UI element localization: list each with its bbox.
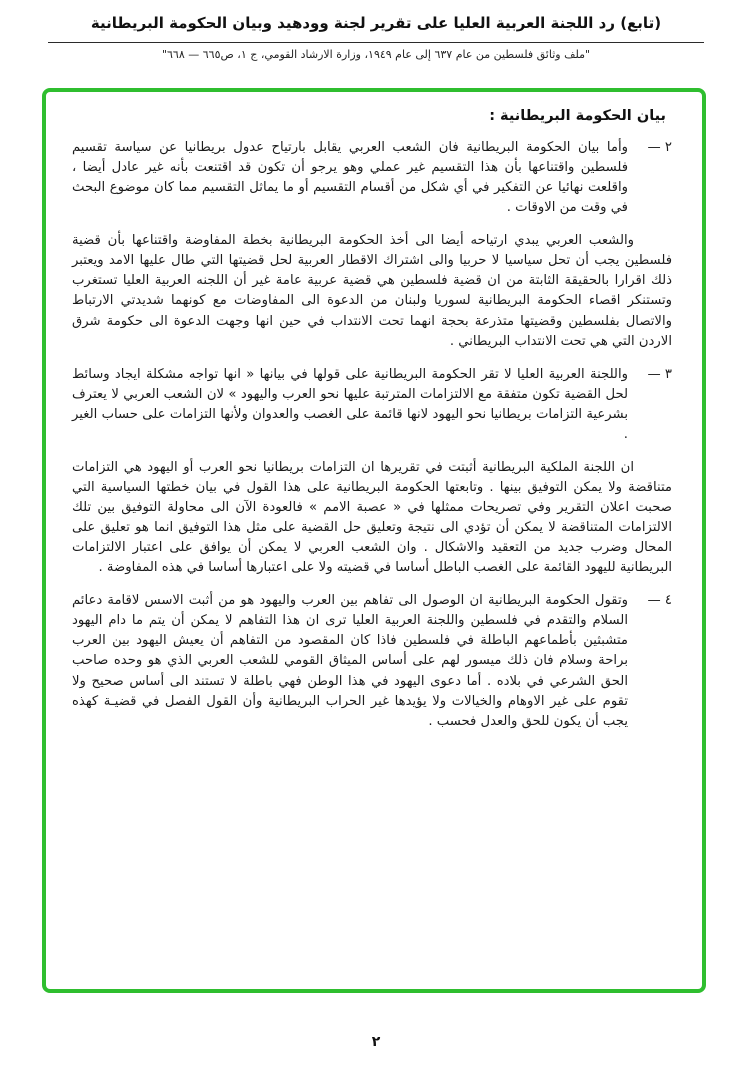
paragraph-4 [72, 591, 672, 731]
paragraph-number: ٤ — [647, 593, 672, 609]
paragraph-text: واللجنة العربية العليا لا تقر الحكومة البريطانية على قولها في بيانها « انها تواجه مشكلة ايجاد وسائط لحل القضية تكون متفقة مع الالتزامات المترتبة عليها نحو العرب واليهود » لان الشعب العربي لا يعترف بشرعية التزامات بريطانيا نحو اليهود لانها قائمة على الغصب والعدوان ولأنها التزامات على حساب الغير . [72, 366, 628, 442]
paragraph-text: وتقول الحكومة البريطانية ان الوصول الى تفاهم بين العرب واليهود هو من أثبت الاسس لاقامة دعائم السلام والتقدم في فلسطين واللجنة العربية العليا ترى ان هذا التفاهم لا يمكن أن يتم ما دام اليهود متشبثين بأطماعهم الباطلة في فلسطين فاذا كان المقصود من التفاهم أن يعيش اليهود بين العرب براحة وسلام فان ذلك ميسور لهم على أساس الميثاق القومي للشعب العربي الذي هو وحده صاحب الحق الشرعي في بلاده . أما دعوى اليهود في هذا الوطن فهي باطلة لا تستند الى أساس صحيح ولا تقوم على غير الاوهام والخيالات ولا يؤيدها غير الحراب البريطانية وأن القول الفصل في قضيـة كهذه يجب أن يكون للحق والعدل فحسب . [72, 593, 628, 729]
section-title: بيان الحكومة البريطانية : [489, 108, 666, 124]
paragraph-number: ٢ — [647, 140, 672, 155]
paragraph-number: ٣ — [647, 366, 672, 382]
paragraph-text: ان اللجنة الملكية البريطانية أثبتت في تقريرها ان التزامات بريطانيا نحو العرب أو اليهود هي التزامات متناقضة ولا يمكن التوفيق بينها . وتابعتها الحكومة البريطانية على هذا القول في بيان خطتها السياسية التي صحبت اعلان التقرير وفي تصريحات ممثلها في « عصبة الامم » فالعودة الآن الى محاولة التوفيق بين تلك الالتزامات المتناقضة لا يمكن أن تؤدي الى نتيجة وتعليق حل القضية على مثل هذا التوفيق انما هو تعليق على المحال وضرب جديد من التعقيد والاشكال . وان الشعب العربي لا يمكن أن يوافق على اعتبار الالتزامات البريطانية لليهود القائمة على الغصب الباطل أساسا في قضيته ولا على اعتبارها أساسا في هذه المفاوضة . [72, 459, 672, 576]
document-title: (تابع) رد اللجنة العربية العليا على تقرير لجنة وودهيد وبيان الحكومة البريطانية [90, 14, 662, 32]
source-citation: "ملف وثائق فلسطين من عام ٦٣٧ إلى عام ١٩٤٩، وزارة الارشاد القومي، ج ١، ص٦٦٥ — ٦٦٨" [161, 47, 591, 61]
paragraph-2 [72, 138, 672, 218]
paragraph-2-continued [72, 231, 672, 351]
document-header [0, 0, 752, 61]
paragraph-3 [72, 365, 672, 445]
page-number: ٢ [371, 1034, 381, 1050]
paragraph-3-continued [72, 458, 672, 578]
header-divider [48, 42, 704, 43]
paragraph-text: وأما بيان الحكومة البريطانية فان الشعب العربي يقابل بارتياح عدول بريطانيا عن سياسة تقسيم فلسطين واقتناعها بأن هذا التقسيم غير عملي وهو يرجو أن تكون قد اقتنعت بأنه غير عادل أيضا ، واقلعت نهائيا عن التفكير في أي شكل من أقسام التقسيم أو ما يماثل التقسيم مما كان موضوع البحث في وقت من الاوقات . [72, 140, 628, 216]
content-frame [42, 88, 706, 993]
paragraph-text: والشعب العربي يبدي ارتياحه أيضا الى أخذ الحكومة البريطانية بخطة المفاوضة واقتناعها بأن قضية فلسطين يجب أن تحل سياسيا لا حربيا والى اشتراك الاقطار العربية لحل قضيتها التي طال عليها الامد ويعتبر ذلك اقرارا بالحقيقة الثابتة من ان قضية فلسطين هي قضية عربية عامة غير أن اللجنه العربية العليا تستغرب وتستنكر اقصاء الحكومة البريطانية لسوريا ولبنان من الدعوة الى المفاوضات مع كونهما شديدتي الارتباط والاتصال بفلسطين وقضيتها متذرعة بحجة انهما تحت الانتداب في حين انها وجهت الدعوة الى حكومة شرق الاردن التي هي تحت الانتداب البريطاني . [72, 233, 672, 349]
